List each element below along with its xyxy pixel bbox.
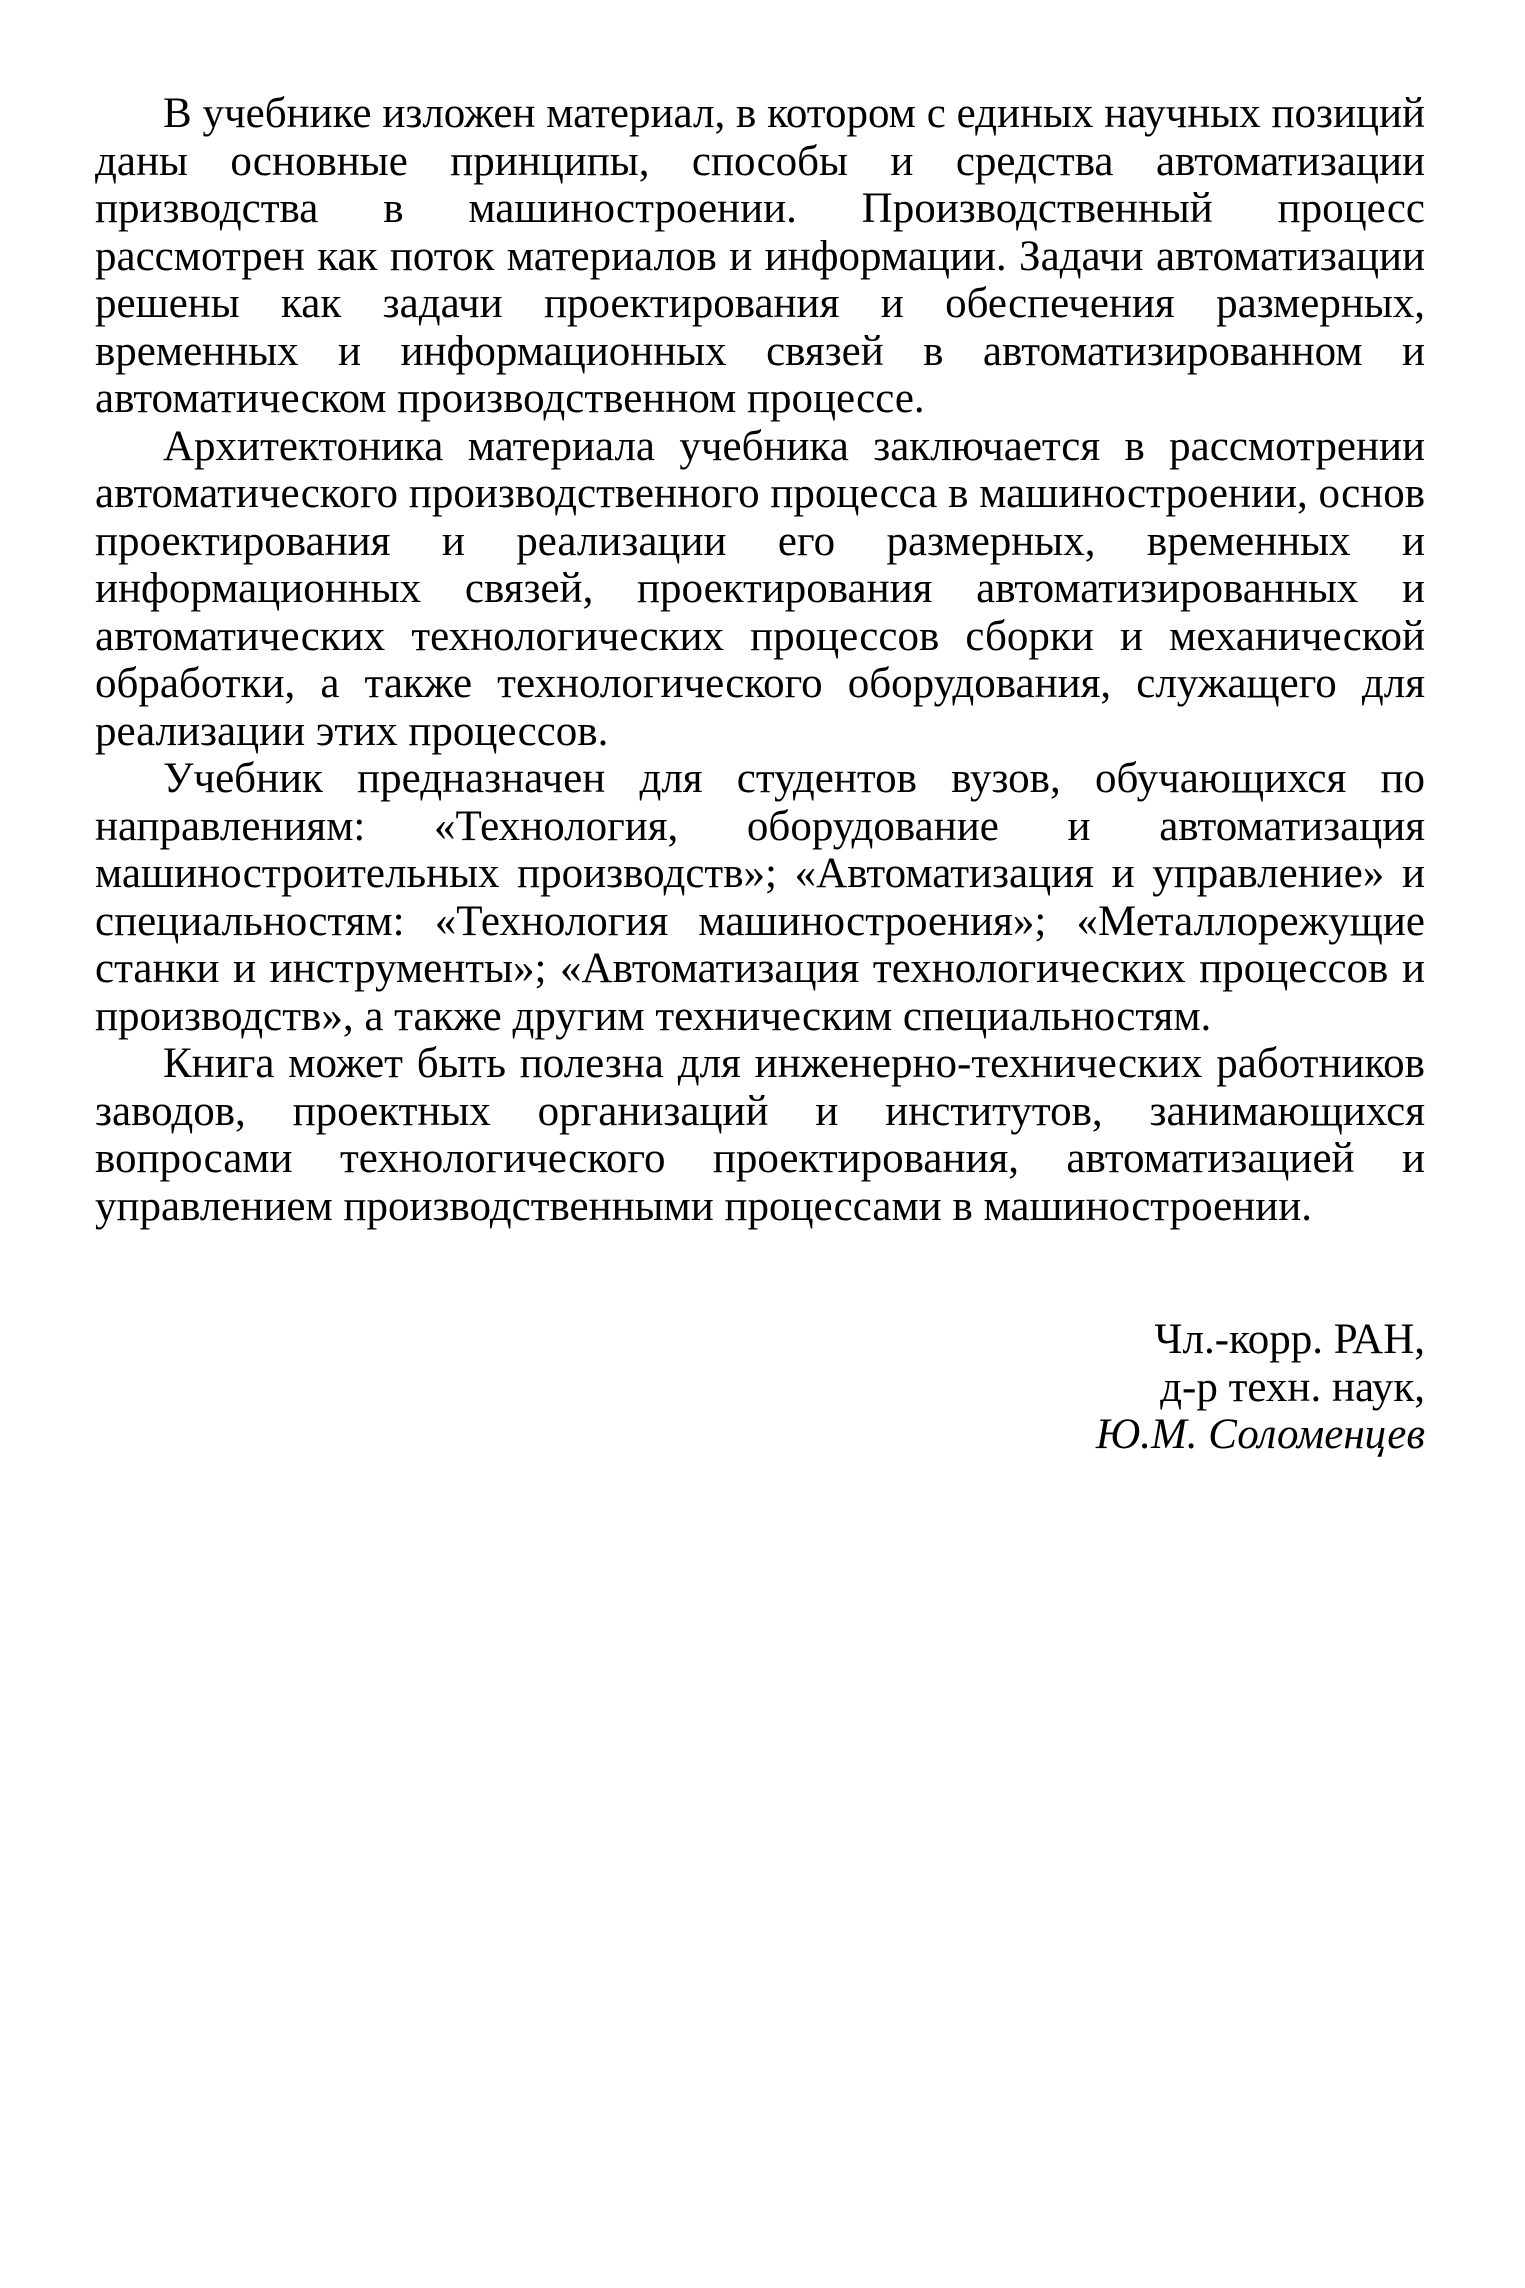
author-name: Ю.М. Соломенцев bbox=[1095, 1411, 1425, 1458]
author-degree: д-р техн. наук, bbox=[1160, 1363, 1425, 1411]
author-signature bbox=[725, 1316, 1425, 1459]
paragraph: Архитектоника материала учебника заключается в рассмотрении автоматического производственного процесса в машиностроении, основ проектирования и реализации его размерных, временных и информационных связей, проектирования автоматизированных и автоматических технологических процессов сборки и механической обработки, а также технологического оборудования, служащего для реализации этих процессов. bbox=[95, 422, 1425, 755]
paragraph: Учебник предназначен для студентов вузов, обучающихся по направлениям: «Технология, оборудование и автоматизация машиностроительных производств»; «Автоматизация и управление» и специальностям: «Технология машиностроения»; «Металлорежущие станки и инструменты»; «Автоматизация технологических процессов и производств», а также другим техническим специальностям. bbox=[95, 755, 1425, 1040]
author-title: Чл.-корр. РАН, bbox=[1154, 1316, 1425, 1363]
abstract-text bbox=[95, 90, 1425, 1230]
paragraph: Книга может быть полезна для инженерно-технических работников заводов, проектных организаций и институтов, занимающихся вопросами технологического проектирования, автоматизацией и управлением производственными процессами в машиностроении. bbox=[95, 1040, 1425, 1230]
paragraph: В учебнике изложен материал, в котором с единых научных позиций даны основные принципы, способы и средства автоматизации призводства в машиностроении. Производственный процесс рассмотрен как поток материалов и информации. Задачи автоматизации решены как задачи проектирования и обеспечения размерных, временных и информационных связей в автоматизированном и автоматическом производственном процессе. bbox=[95, 90, 1425, 422]
